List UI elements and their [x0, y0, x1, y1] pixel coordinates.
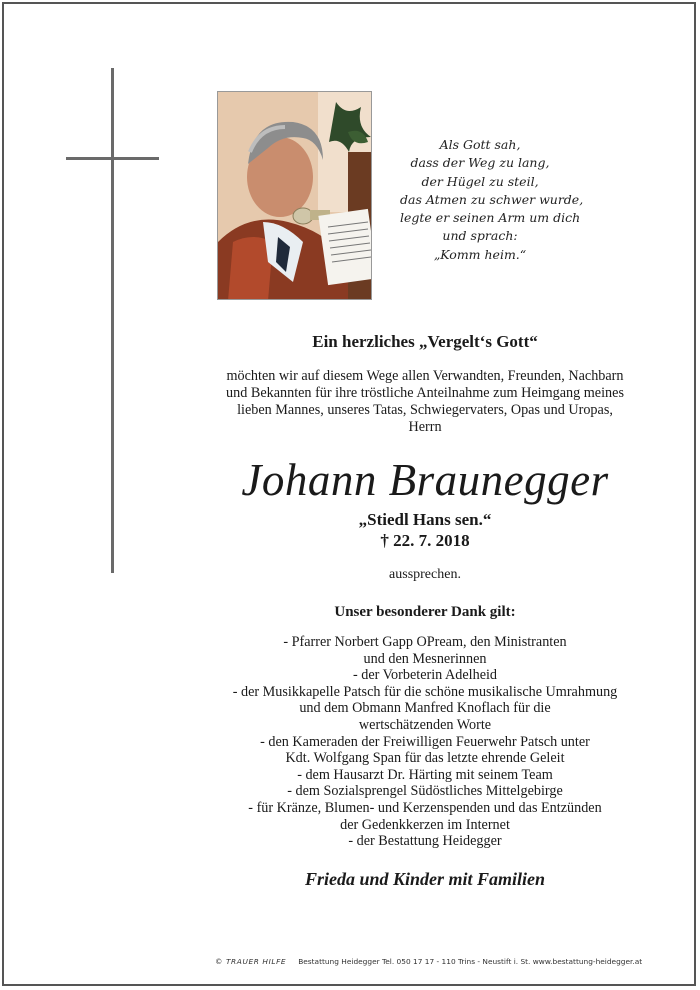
- list-item: - der Bestattung Heidegger: [348, 833, 502, 850]
- speak-text: aussprechen.: [389, 567, 461, 582]
- list-item: - dem Hausarzt Dr. Härting mit seinem Team: [297, 766, 553, 783]
- signature: Frieda und Kinder mit Familien: [304, 869, 546, 889]
- thanks-title: Ein herzliches „Vergelt‘s Gott“: [312, 332, 538, 351]
- poem-line: legte er seinen Arm um dich: [400, 210, 581, 226]
- list-item: und dem Obmann Manfred Knoflach für die: [299, 700, 551, 717]
- list-item: - der Musikkapelle Patsch für die schöne musikalische Umrahmung: [232, 683, 618, 700]
- deceased-name: Johann Braunegger: [241, 455, 609, 505]
- list-item: Kdt. Wolfgang Span für das letzte ehrende Geleit: [285, 750, 565, 767]
- list-item: - Pfarrer Norbert Gapp OPream, den Ministranten: [283, 634, 567, 650]
- thanks-list: [170, 634, 680, 850]
- footer-brand: © TRAUER HILFE: [215, 957, 287, 966]
- intro-line: möchten wir auf diesem Wege allen Verwandten, Freunden, Nachbarn: [226, 368, 624, 384]
- poem: [400, 136, 584, 264]
- poem-line: und sprach:: [442, 228, 518, 244]
- cross-horizontal-bar: [66, 157, 159, 160]
- intro-line: lieben Mannes, unseres Tatas, Schwiegervaters, Opas und Uropas,: [237, 402, 613, 418]
- cross-vertical-bar: [111, 68, 114, 573]
- poem-line: „Komm heim.“: [433, 246, 527, 262]
- list-item: - für Kränze, Blumen- und Kerzenspenden und das Entzünden: [248, 799, 602, 816]
- portrait-photo: [217, 91, 372, 300]
- list-item: - den Kameraden der Freiwilligen Feuerwehr Patsch unter: [260, 733, 590, 750]
- list-item: und den Mesnerinnen: [363, 650, 487, 667]
- list-item: der Gedenkkerzen im Internet: [340, 816, 510, 833]
- footer-info: Bestattung Heidegger Tel. 050 17 17 - 110 Trins - Neustift i. St. www.bestattung-heidegger.at: [298, 957, 643, 966]
- poem-line: dass der Weg zu lang,: [410, 155, 550, 171]
- list-item: - dem Sozialsprengel Südöstliches Mittelgebirge: [287, 783, 563, 800]
- deceased-nickname: „Stiedl Hans sen.“: [358, 510, 492, 529]
- poem-line: das Atmen zu schwer wurde,: [400, 191, 584, 207]
- special-thanks-heading: Unser besonderer Dank gilt:: [334, 604, 516, 620]
- intro-line: Herrn: [408, 419, 442, 435]
- list-item: wertschätzenden Worte: [358, 716, 492, 733]
- footer: [215, 957, 642, 966]
- poem-line: Als Gott sah,: [439, 137, 521, 152]
- intro-line: und Bekannten für ihre tröstliche Anteilnahme zum Heimgang meines: [226, 385, 624, 401]
- poem-line: der Hügel zu steil,: [421, 173, 539, 189]
- intro-text: [170, 368, 680, 436]
- death-date: † 22. 7. 2018: [380, 531, 470, 550]
- list-item: - der Vorbeterin Adelheid: [352, 667, 498, 684]
